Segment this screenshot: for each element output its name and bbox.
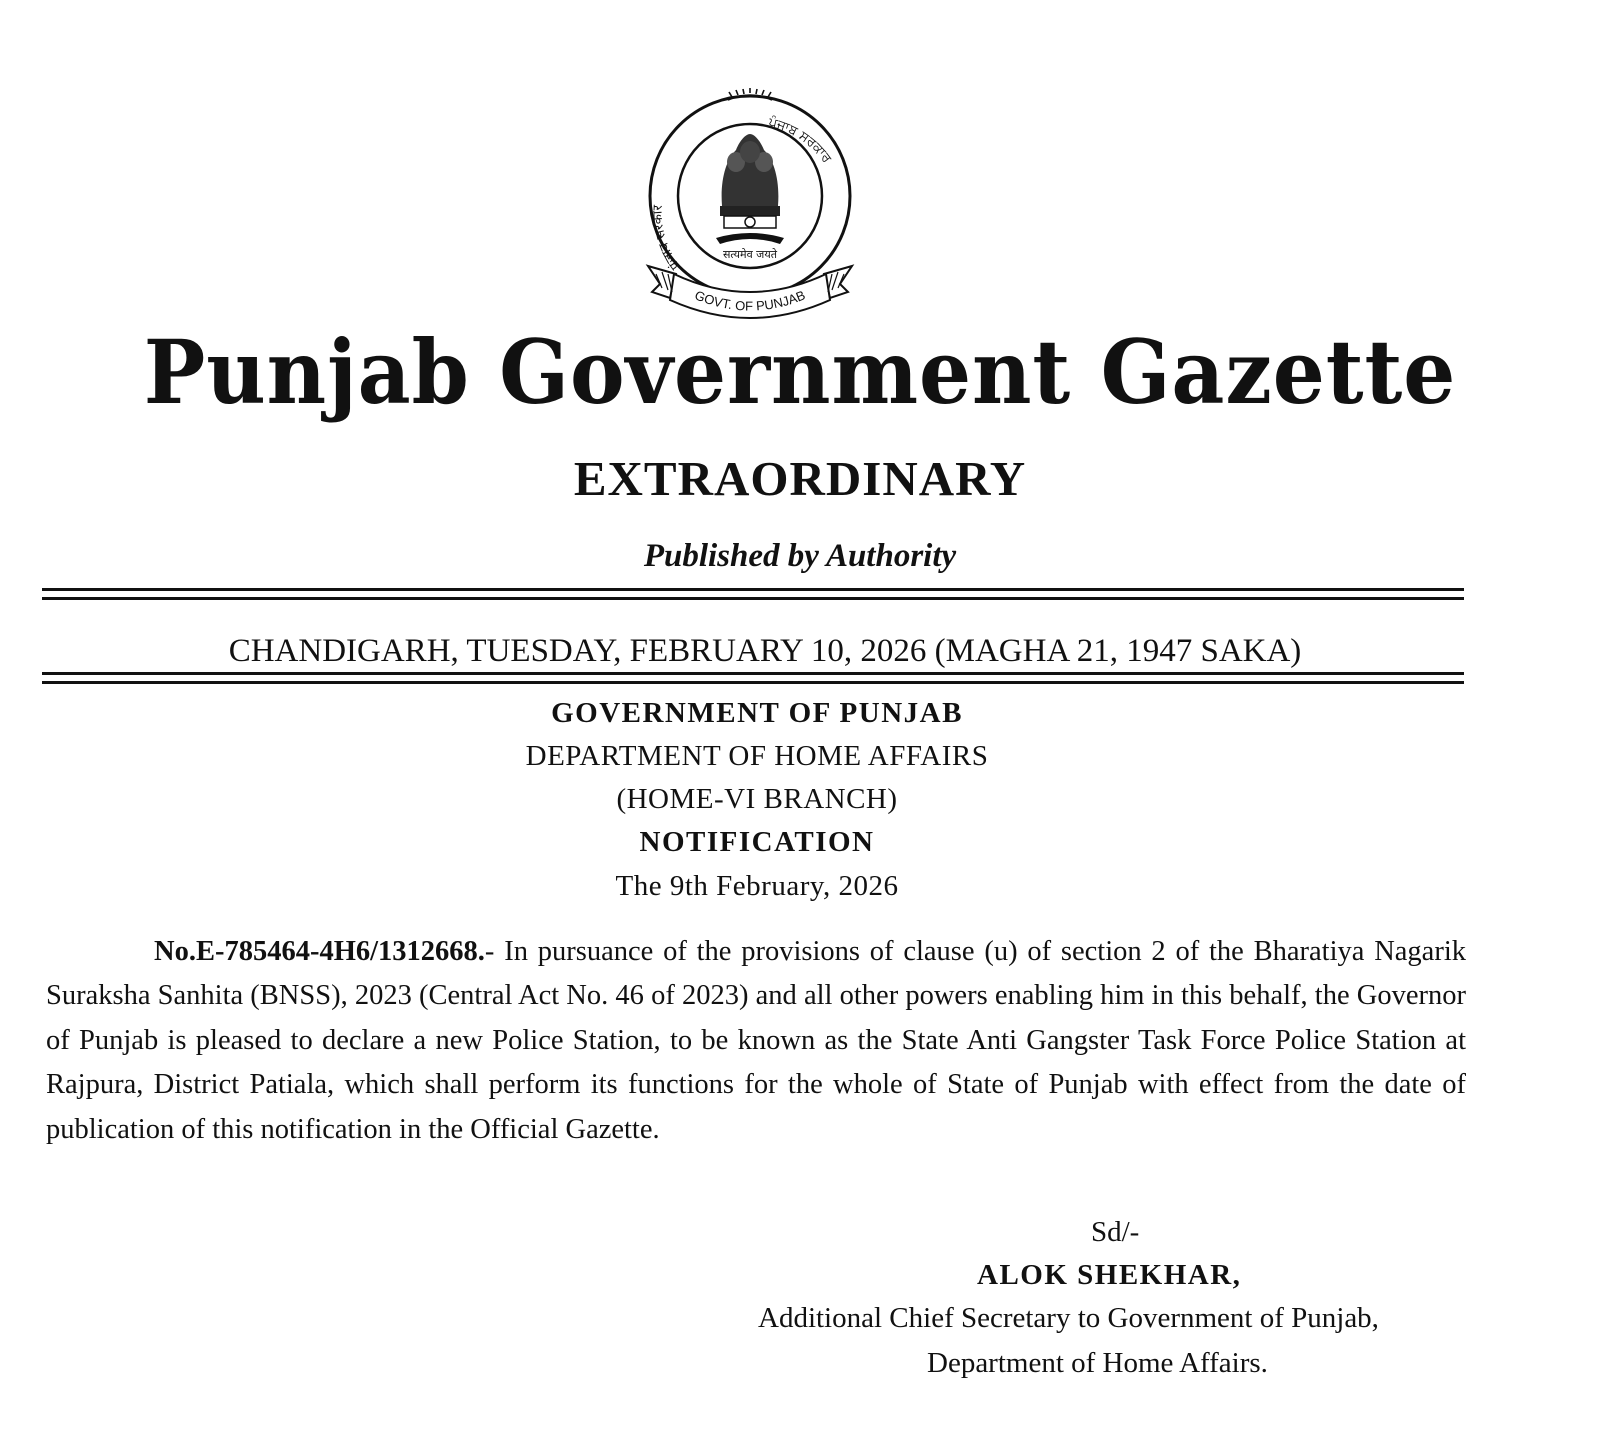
- dateline: CHANDIGARH, TUESDAY, FEBRUARY 10, 2026 (MAGHA 21, 1947 SAKA): [228, 633, 1302, 669]
- emblem-ring-right-text: ਪੰਜਾਬ ਸਰਕਾਰ: [767, 115, 835, 166]
- top-rule: [42, 597, 1464, 600]
- notification-text: - In pursuance of the provisions of clause (u) of section 2 of the Bharatiya Nagarik Suraksha Sanhita (BNSS), 2023 (Central Act No. 46 of 2023) and all other powers enabling him in this behalf, the Governor of Punjab is pleased to declare a new Police Station, to be known as the State Anti Gangster Task Force Police Station at Rajpura, District Patiala, which shall perform its functions for the whole of State of Punjab with effect from the date of publication of this notification in the Official Gazette.: [46, 936, 1466, 1145]
- emblem-ribbon-text: GOVT. OF PUNJAB: [692, 287, 808, 314]
- signatory-name: ALOK SHEKHAR,: [977, 1259, 1242, 1291]
- notification-number: No.E-785464-4H6/1312668.: [154, 936, 485, 967]
- signatory-designation: Additional Chief Secretary to Government of Punjab,: [758, 1302, 1379, 1334]
- gazette-subtitle: EXTRAORDINARY: [573, 451, 1027, 506]
- signature-mark: Sd/-: [1091, 1216, 1140, 1248]
- bottom-rule: [42, 672, 1464, 675]
- gazette-title: Punjab Government Gazette: [143, 320, 1457, 424]
- emblem-ring-left-text: पंजाब सरकार: [650, 204, 684, 273]
- notification-heading: NOTIFICATION: [639, 826, 875, 858]
- department-heading: DEPARTMENT OF HOME AFFAIRS: [525, 740, 989, 772]
- notification-date: The 9th February, 2026: [615, 870, 899, 902]
- government-heading: GOVERNMENT OF PUNJAB: [551, 697, 963, 729]
- published-by-line: Published by Authority: [643, 538, 957, 574]
- notification-body: [46, 930, 1466, 1152]
- bottom-rule: [42, 681, 1464, 684]
- svg-text:पंजाब सरकार: [650, 204, 683, 272]
- punjab-government-emblem: [640, 88, 860, 348]
- signatory-department: Department of Home Affairs.: [927, 1347, 1268, 1379]
- svg-text:ਪੰਜਾਬ ਸਰਕਾਰ: [766, 114, 835, 167]
- top-rule: [42, 588, 1464, 591]
- emblem-motto: सत्यमेव जयते: [722, 248, 778, 261]
- branch-heading: (HOME-VI BRANCH): [616, 783, 898, 815]
